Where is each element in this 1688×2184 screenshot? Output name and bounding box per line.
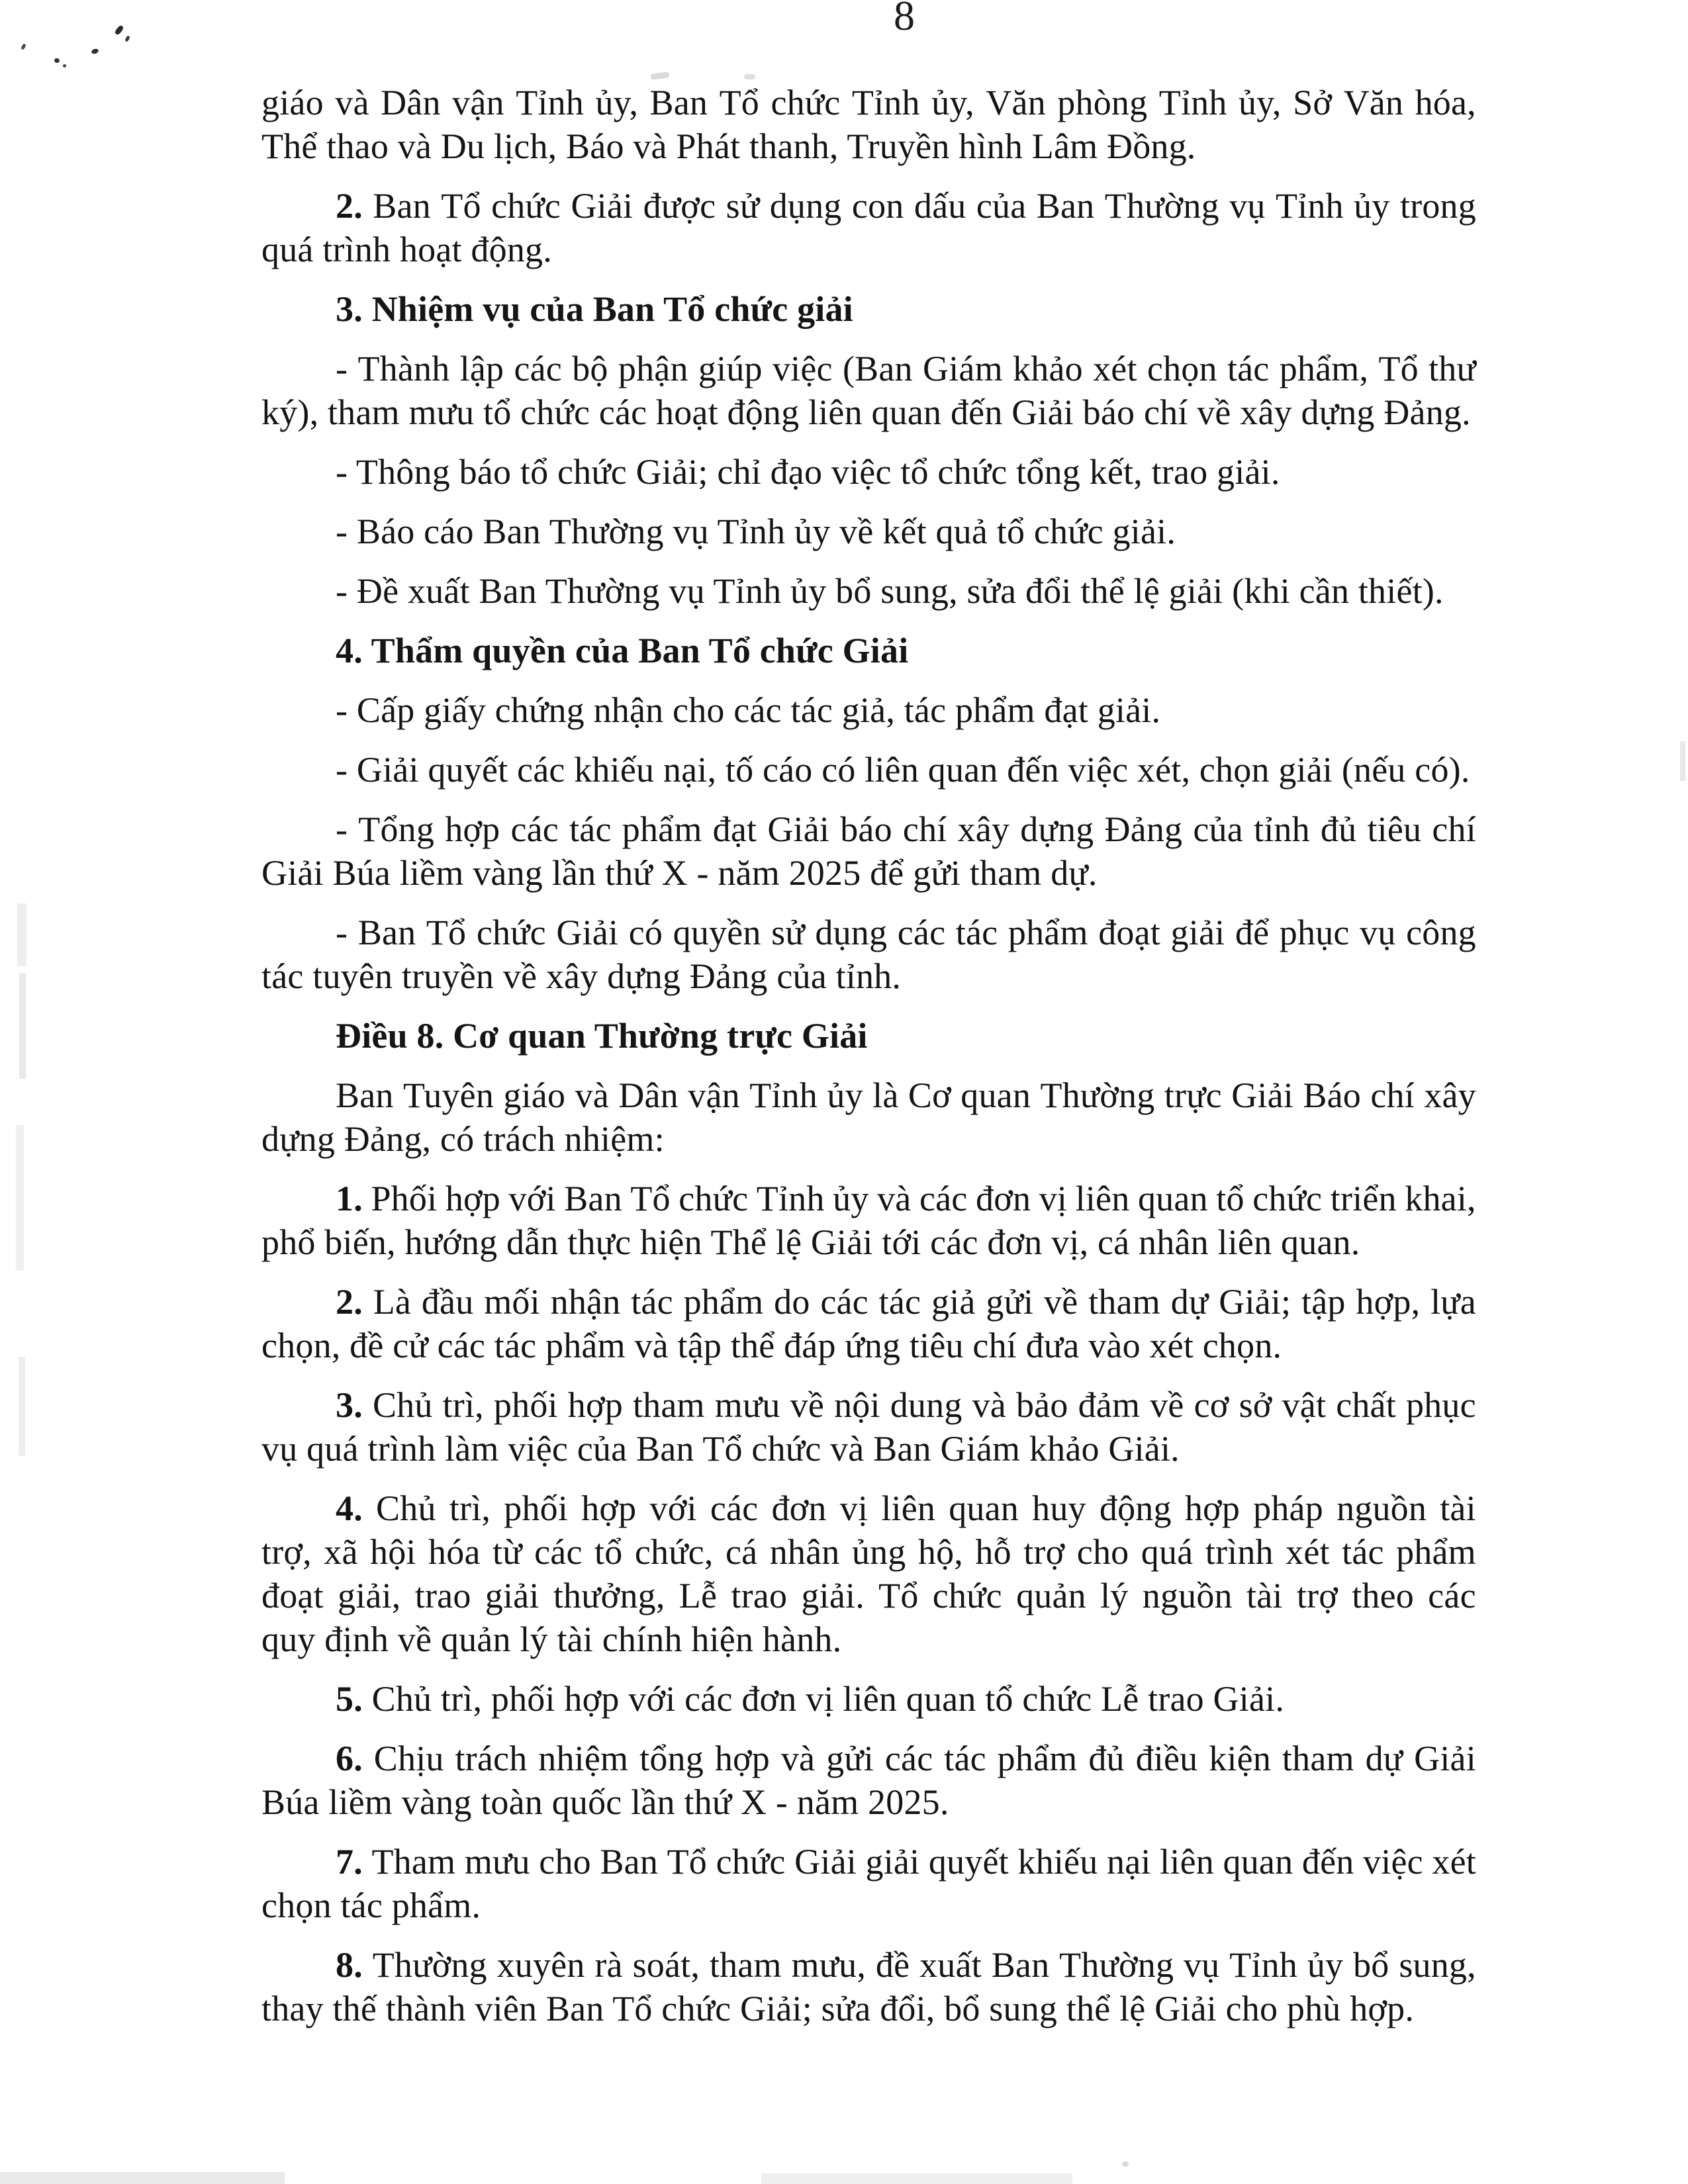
scan-speck-icon xyxy=(91,48,99,54)
text-line: tác tuyên truyền về xây dựng Đảng của tỉnh. xyxy=(261,956,902,996)
scan-smudge xyxy=(1122,2161,1129,2167)
text-line: phổ biến, hướng dẫn thực hiện Thể lệ Giải tới các đơn vị, cá nhân liên quan. xyxy=(261,1222,1360,1262)
text-line: chọn, đề cử các tác phẩm và tập thể đáp ứng tiêu chí đưa vào xét chọn. xyxy=(261,1326,1282,1365)
scan-speck-icon xyxy=(21,43,26,50)
page-number: 8 xyxy=(894,0,915,39)
text-line: Thể thao và Du lịch, Báo và Phát thanh, Truyền hình Lâm Đồng. xyxy=(261,126,1196,166)
paragraph xyxy=(261,1677,1476,1721)
text-line: thay thế thành viên Ban Tổ chức Giải; sửa đổi, bổ sung thể lệ Giải cho phù hợp. xyxy=(261,1989,1415,2028)
paragraph xyxy=(261,688,1476,732)
text-line: - Giải quyết các khiếu nại, tố cáo có liên quan đến việc xét, chọn giải (nếu có). xyxy=(336,750,1470,790)
section-heading: 3. Nhiệm vụ của Ban Tổ chức giải xyxy=(336,289,853,329)
text-line: - Cấp giấy chứng nhận cho các tác giả, tác phẩm đạt giải. xyxy=(336,690,1161,730)
paragraph xyxy=(261,287,1476,331)
paragraph xyxy=(261,1737,1476,1824)
text-line: quá trình hoạt động. xyxy=(261,230,552,269)
paragraph xyxy=(261,748,1476,792)
paragraph xyxy=(261,510,1476,553)
scan-smudge xyxy=(651,71,670,79)
text-line: 2. Ban Tổ chức Giải được sử dụng con dấu của Ban Thường vụ Tỉnh ủy trong xyxy=(336,186,1476,226)
text-line: 7. Tham mưu cho Ban Tổ chức Giải giải quyết khiếu nại liên quan đến việc xét xyxy=(336,1842,1476,1882)
text-line: - Báo cáo Ban Thường vụ Tỉnh ủy về kết quả tổ chức giải. xyxy=(336,512,1176,551)
text-line xyxy=(261,1677,1476,1721)
text-line: trợ, xã hội hóa từ các tổ chức, cá nhân ủng hộ, hỗ trợ cho quá trình xét tác phẩm xyxy=(261,1532,1476,1572)
scan-smudge xyxy=(0,2172,285,2184)
text-line: đoạt giải, trao giải thưởng, Lễ trao giải. Tổ chức quản lý nguồn tài trợ theo các xyxy=(261,1576,1476,1615)
text-line: ký), tham mưu tổ chức các hoạt động liên quan đến Giải báo chí về xây dựng Đảng. xyxy=(261,392,1471,432)
paragraph xyxy=(261,347,1476,434)
text-line: 8. Thường xuyên rà soát, tham mưu, đề xuất Ban Thường vụ Tỉnh ủy bổ sung, xyxy=(336,1945,1476,1985)
scan-speck-icon xyxy=(124,35,130,42)
text-line: - Thông báo tổ chức Giải; chỉ đạo việc tổ chức tổng kết, trao giải. xyxy=(336,452,1280,492)
paragraph xyxy=(261,629,1476,672)
text-line: 2. Là đầu mối nhận tác phẩm do các tác giả gửi về tham dự Giải; tập hợp, lựa xyxy=(336,1282,1476,1322)
scan-speck-icon xyxy=(63,64,66,68)
paragraph xyxy=(261,911,1476,998)
scan-smudge xyxy=(19,1357,25,1456)
text-line: - Tổng hợp các tác phẩm đạt Giải báo chí xây dựng Đảng của tỉnh đủ tiêu chí xyxy=(336,809,1476,849)
text-line: dựng Đảng, có trách nhiệm: xyxy=(261,1119,665,1159)
scan-smudge xyxy=(1680,741,1685,781)
paragraph xyxy=(261,1486,1476,1661)
text-line: Giải Búa liềm vàng lần thứ X - năm 2025 để gửi tham dự. xyxy=(261,853,1098,893)
text-line: Ban Tuyên giáo và Dân vận Tỉnh ủy là Cơ quan Thường trực Giải Báo chí xây xyxy=(336,1075,1476,1115)
paragraph xyxy=(261,81,1476,168)
text-line: - Đề xuất Ban Thường vụ Tỉnh ủy bổ sung, sửa đổi thể lệ giải (khi cần thiết). xyxy=(336,571,1444,611)
paragraph xyxy=(261,184,1476,271)
text-line: 3. Chủ trì, phối hợp tham mưu về nội dung và bảo đảm về cơ sở vật chất phục xyxy=(336,1385,1476,1425)
paragraph xyxy=(261,1943,1476,2030)
text-line: 6. Chịu trách nhiệm tổng hợp và gửi các tác phẩm đủ điều kiện tham dự Giải xyxy=(336,1739,1476,1778)
paragraph xyxy=(261,1177,1476,1264)
paragraph xyxy=(261,450,1476,494)
text-line: Búa liềm vàng toàn quốc lần thứ X - năm 2025. xyxy=(261,1782,949,1822)
paragraph xyxy=(261,1383,1476,1471)
text-run: Chủ trì, phối hợp với các đơn vị liên quan tổ chức Lễ trao Giải. xyxy=(362,1679,1285,1719)
paragraph xyxy=(261,569,1476,613)
text-line: chọn tác phẩm. xyxy=(261,1886,481,1925)
text-line: giáo và Dân vận Tỉnh ủy, Ban Tổ chức Tỉnh ủy, Văn phòng Tỉnh ủy, Sở Văn hóa, xyxy=(261,83,1476,122)
paragraph xyxy=(261,1073,1476,1161)
section-heading: 4. Thẩm quyền của Ban Tổ chức Giải xyxy=(336,631,909,670)
text-line: - Thành lập các bộ phận giúp việc (Ban Giám khảo xét chọn tác phẩm, Tổ thư xyxy=(336,349,1476,388)
section-heading: Điều 8. Cơ quan Thường trực Giải xyxy=(336,1016,868,1056)
scan-smudge xyxy=(744,74,755,79)
document-body xyxy=(261,81,1476,2046)
bold-number: 5. xyxy=(336,1679,363,1719)
scan-smudge xyxy=(761,2173,1072,2184)
paragraph xyxy=(261,1014,1476,1058)
text-line: - Ban Tổ chức Giải có quyền sử dụng các tác phẩm đoạt giải để phục vụ công xyxy=(336,913,1476,952)
paragraph xyxy=(261,807,1476,895)
text-line: vụ quá trình làm việc của Ban Tổ chức và Ban Giám khảo Giải. xyxy=(261,1429,1180,1469)
paragraph xyxy=(261,1280,1476,1367)
scan-smudge xyxy=(16,1125,24,1271)
text-line: 1. Phối hợp với Ban Tổ chức Tỉnh ủy và các đơn vị liên quan tổ chức triển khai, xyxy=(336,1179,1476,1218)
text-line: quy định về quản lý tài chính hiện hành. xyxy=(261,1619,842,1659)
paragraph xyxy=(261,1840,1476,1927)
text-line: 4. Chủ trì, phối hợp với các đơn vị liên quan huy động hợp pháp nguồn tài xyxy=(336,1488,1476,1528)
scan-speck-icon xyxy=(54,58,60,64)
scan-speck-icon xyxy=(114,24,124,36)
scan-smudge xyxy=(17,903,26,966)
scan-smudge xyxy=(19,973,26,1079)
